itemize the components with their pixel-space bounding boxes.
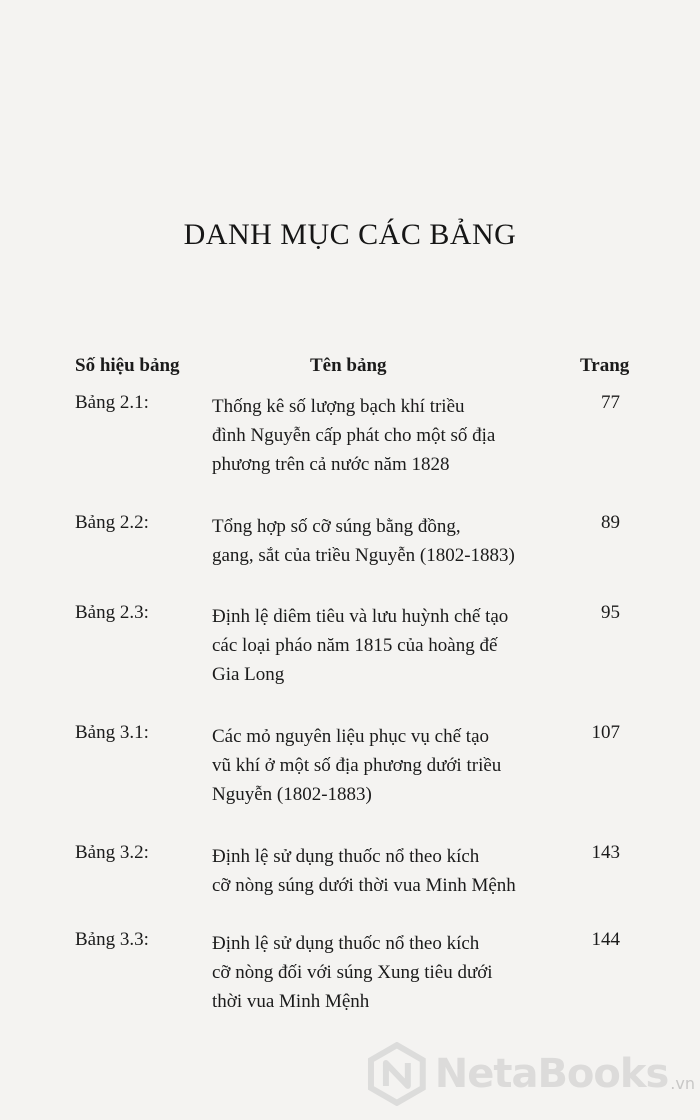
table-page-number: 95	[601, 602, 620, 623]
table-name-line: Gia Long	[212, 664, 285, 685]
table-name-line: phương trên cả nước năm 1828	[212, 454, 450, 475]
table-code: Bảng 3.2:	[75, 842, 149, 863]
table-name-line: Định lệ sử dụng thuốc nổ theo kích	[212, 846, 480, 867]
column-header-code: Số hiệu bảng	[75, 355, 180, 376]
table-name-line: Định lệ diêm tiêu và lưu huỳnh chế tạo	[212, 606, 509, 627]
table-name	[212, 842, 562, 900]
table-page-number: 144	[591, 929, 620, 950]
table-page-number: 89	[601, 512, 620, 533]
table-code: Bảng 2.3:	[75, 602, 149, 623]
table-page-number: 143	[591, 842, 620, 863]
netabooks-logo-icon	[365, 1042, 429, 1106]
table-name	[212, 722, 562, 809]
table-page-number: 77	[601, 392, 620, 413]
table-name	[212, 392, 562, 479]
table-name-line: Tổng hợp số cỡ súng bằng đồng,	[212, 516, 461, 537]
table-name	[212, 929, 562, 1016]
watermark	[365, 1042, 695, 1106]
table-code: Bảng 2.2:	[75, 512, 149, 533]
table-name-line: cỡ nòng đối với súng Xung tiêu dưới	[212, 962, 493, 983]
table-name	[212, 602, 562, 689]
page-title: DANH MỤC CÁC BẢNG	[183, 218, 517, 251]
table-name-line: đình Nguyễn cấp phát cho một số địa	[212, 425, 496, 446]
table-name-line: thời vua Minh Mệnh	[212, 991, 370, 1012]
table-name-line: Các mỏ nguyên liệu phục vụ chế tạo	[212, 726, 490, 747]
table-name	[212, 512, 562, 570]
watermark-suffix: .vn	[670, 1073, 695, 1093]
table-name-line: Nguyễn (1802-1883)	[212, 784, 372, 805]
table-page-number: 107	[591, 722, 620, 743]
table-code: Bảng 3.3:	[75, 929, 149, 950]
table-name-line: các loại pháo năm 1815 của hoàng đế	[212, 635, 498, 656]
column-header-name: Tên bảng	[310, 355, 387, 376]
table-name-line: gang, sắt của triều Nguyễn (1802-1883)	[212, 545, 515, 566]
table-code: Bảng 3.1:	[75, 722, 149, 743]
watermark-text: NetaBooks	[434, 1051, 669, 1097]
table-name-line: cỡ nòng súng dưới thời vua Minh Mệnh	[212, 875, 516, 896]
table-name-line: Thống kê số lượng bạch khí triều	[212, 396, 465, 417]
column-header-page: Trang	[580, 355, 630, 376]
table-name-line: vũ khí ở một số địa phương dưới triều	[212, 755, 502, 776]
table-code: Bảng 2.1:	[75, 392, 149, 413]
table-name-line: Định lệ sử dụng thuốc nổ theo kích	[212, 933, 480, 954]
